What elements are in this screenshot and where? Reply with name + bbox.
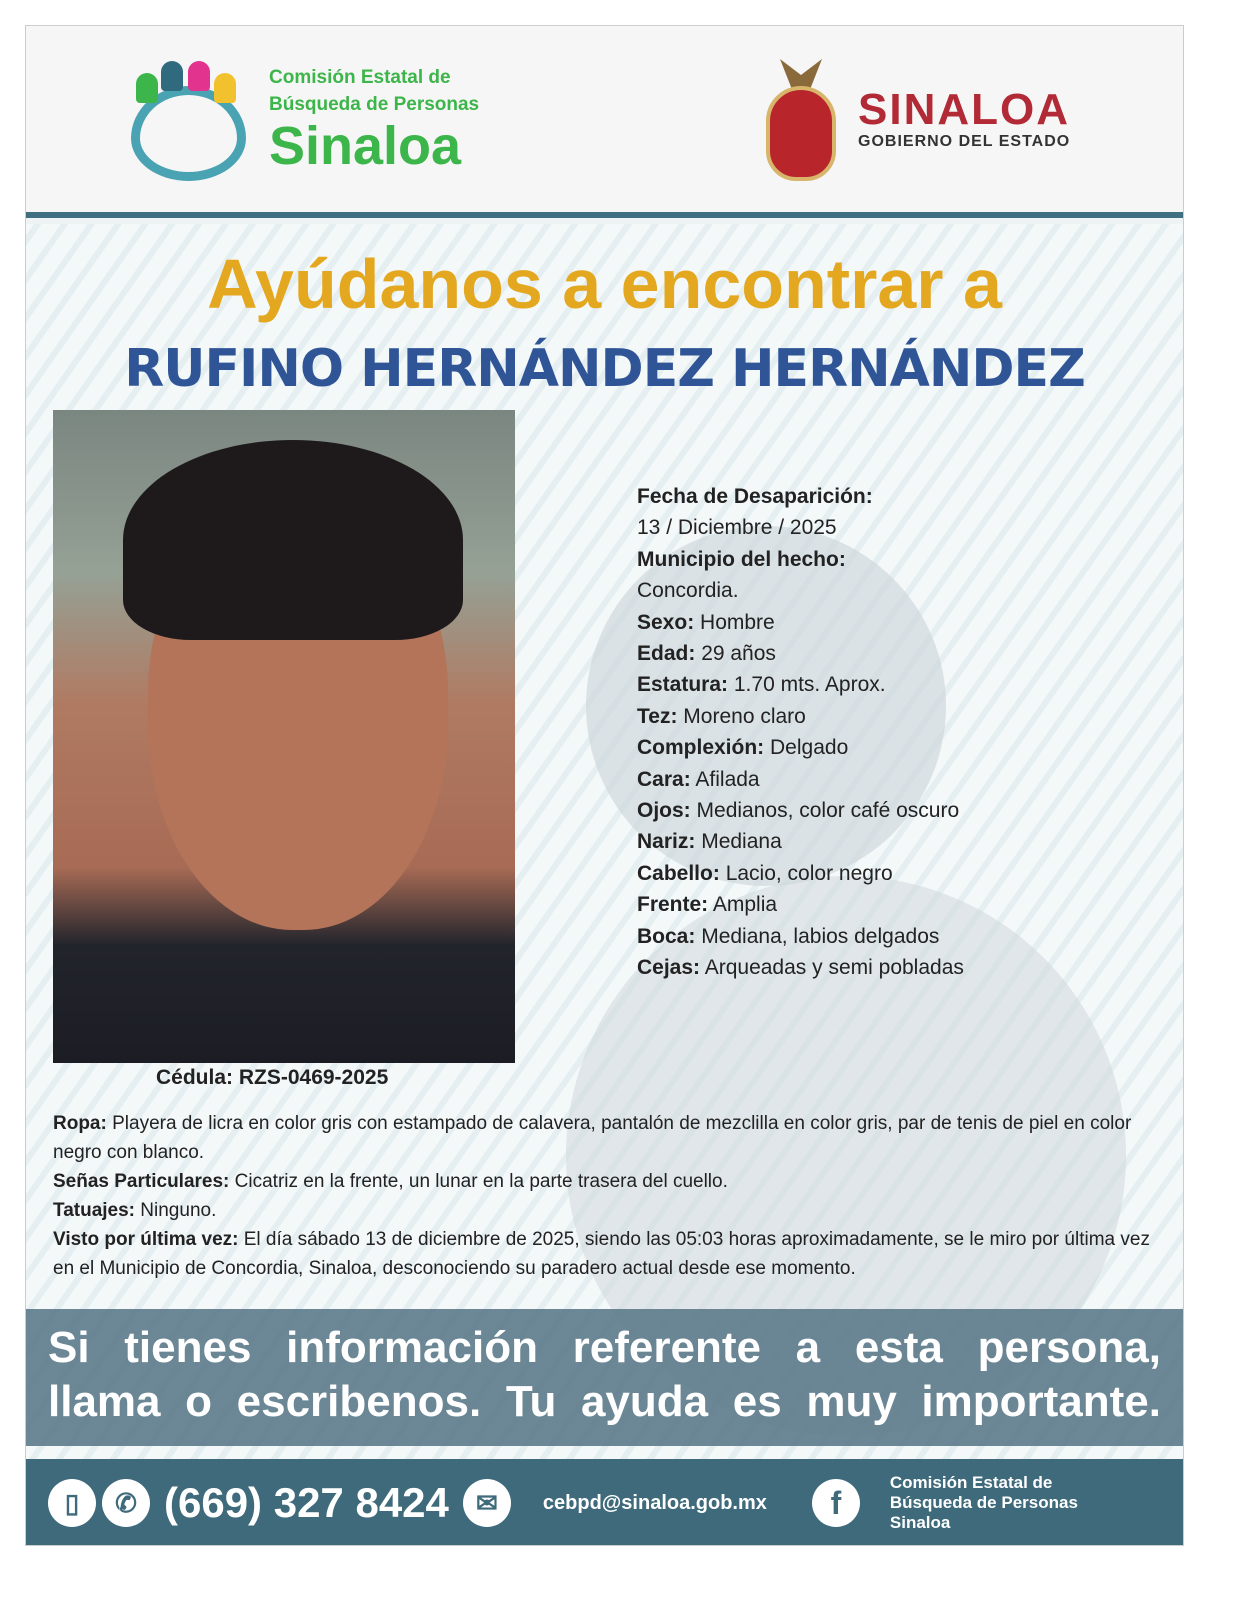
- detail-row: [637, 795, 964, 826]
- detail-value: 1.70 mts. Aprox.: [733, 673, 886, 697]
- detail-value: 13 / Diciembre / 2025: [637, 516, 837, 540]
- description-value: Cicatriz en la frente, un lunar en la parte trasera del cuello.: [234, 1171, 728, 1192]
- banner-line-2: llama o escribenos. Tu ayuda es muy importante.: [48, 1377, 1161, 1426]
- description-row: [53, 1196, 1173, 1225]
- missing-person-poster: [25, 25, 1184, 1546]
- facebook-icon: f: [812, 1479, 860, 1527]
- call-to-action-banner: [26, 1309, 1183, 1446]
- detail-label: Cejas:: [637, 956, 701, 980]
- gov-title: SINALOA: [858, 84, 1070, 134]
- detail-row: [637, 858, 964, 889]
- detail-value: Moreno claro: [683, 704, 806, 728]
- detail-value: Mediana: [701, 830, 782, 854]
- mobile-phone-icon: ▯: [48, 1479, 96, 1527]
- email-icon: ✉: [463, 1479, 511, 1527]
- detail-label: Boca:: [637, 924, 696, 948]
- detail-row: [637, 732, 964, 763]
- detail-label: Cara:: [637, 767, 691, 791]
- detail-row: [637, 638, 964, 669]
- detail-label: Tez:: [637, 704, 678, 728]
- detail-label: Complexión:: [637, 736, 765, 760]
- detail-row: [637, 669, 964, 700]
- detail-value: 29 años: [701, 642, 776, 666]
- poster-title: Ayúdanos a encontrar a: [207, 245, 1002, 323]
- detail-label: Fecha de Desaparición:: [637, 485, 873, 508]
- detail-label: Nariz:: [637, 830, 696, 854]
- phone-number[interactable]: (669) 327 8424: [164, 1479, 449, 1526]
- banner-line-1: Si tienes información referente a esta persona,: [48, 1323, 1161, 1372]
- person-photo: [53, 410, 515, 1063]
- detail-row: [637, 921, 964, 952]
- facebook-page[interactable]: [890, 1473, 1078, 1533]
- detail-value: Lacio, color negro: [725, 861, 893, 885]
- description-label: Visto por última vez:: [53, 1229, 239, 1250]
- detail-row: [637, 701, 964, 732]
- detail-value: Hombre: [700, 610, 775, 634]
- cedula-id: Cédula: RZS-0469-2025: [156, 1066, 389, 1089]
- contact-footer: [26, 1459, 1183, 1546]
- detail-row: [637, 544, 964, 607]
- description-value: Playera de licra en color gris con estampado de calavera, pantalón de mezclilla en color gris, par de tenis de piel en color negro con blanco.: [53, 1113, 1132, 1163]
- detail-label: Frente:: [637, 893, 709, 917]
- detail-label: Ojos:: [637, 799, 691, 823]
- header: [26, 26, 1183, 218]
- detail-label: Edad:: [637, 642, 696, 666]
- description-row: [53, 1109, 1173, 1167]
- detail-value: Amplia: [712, 893, 778, 917]
- government-logo: [766, 51, 1070, 186]
- detail-label: Municipio del hecho:: [637, 547, 846, 571]
- commission-logo: [126, 51, 479, 186]
- detail-row: [637, 607, 964, 638]
- detail-row: [637, 826, 964, 857]
- heart-people-icon: [126, 51, 251, 186]
- facebook-line-3: Sinaloa: [889, 1513, 951, 1532]
- description-value: Ninguno.: [140, 1200, 217, 1221]
- detail-value: Mediana, labios delgados: [701, 924, 940, 948]
- logo-line-3: Sinaloa: [269, 115, 462, 176]
- logo-line-2: Búsqueda de Personas: [269, 93, 480, 115]
- detail-label: Estatura:: [637, 673, 729, 697]
- email-address[interactable]: cebpd@sinaloa.gob.mx: [542, 1491, 767, 1514]
- gov-subtitle: GOBIERNO DEL ESTADO: [858, 132, 1071, 150]
- description-label: Tatuajes:: [53, 1200, 136, 1221]
- detail-value: Delgado: [770, 736, 849, 760]
- facebook-line-1: Comisión Estatal de: [889, 1473, 1053, 1492]
- description-label: Ropa:: [53, 1113, 107, 1134]
- coat-of-arms-icon: [766, 51, 836, 186]
- detail-row: [637, 889, 964, 920]
- detail-value: Medianos, color café oscuro: [696, 799, 960, 823]
- logo-line-1: Comisión Estatal de: [269, 66, 451, 88]
- description-row: [53, 1167, 1173, 1196]
- physical-details: [637, 481, 964, 984]
- description-value: El día sábado 13 de diciembre de 2025, siendo las 05:03 horas aproximadamente, se le miro por última vez en el Municipio de Concordia, Sinaloa, desconociendo su paradero actual desde ese momento.: [53, 1229, 1150, 1279]
- whatsapp-icon: ✆: [102, 1479, 150, 1527]
- facebook-line-2: Búsqueda de Personas: [889, 1493, 1078, 1512]
- person-name: RUFINO HERNÁNDEZ HERNÁNDEZ: [124, 339, 1085, 399]
- description-row: [53, 1225, 1173, 1283]
- detail-value: Concordia.: [637, 579, 739, 603]
- detail-row: [637, 481, 964, 544]
- description: [53, 1109, 1173, 1283]
- detail-label: Sexo:: [637, 610, 695, 634]
- detail-value: Afilada: [695, 767, 760, 791]
- detail-label: Cabello:: [637, 861, 720, 885]
- detail-row: [637, 952, 964, 983]
- description-label: Señas Particulares:: [53, 1171, 230, 1192]
- detail-row: [637, 764, 964, 795]
- detail-value: Arqueadas y semi pobladas: [704, 956, 964, 980]
